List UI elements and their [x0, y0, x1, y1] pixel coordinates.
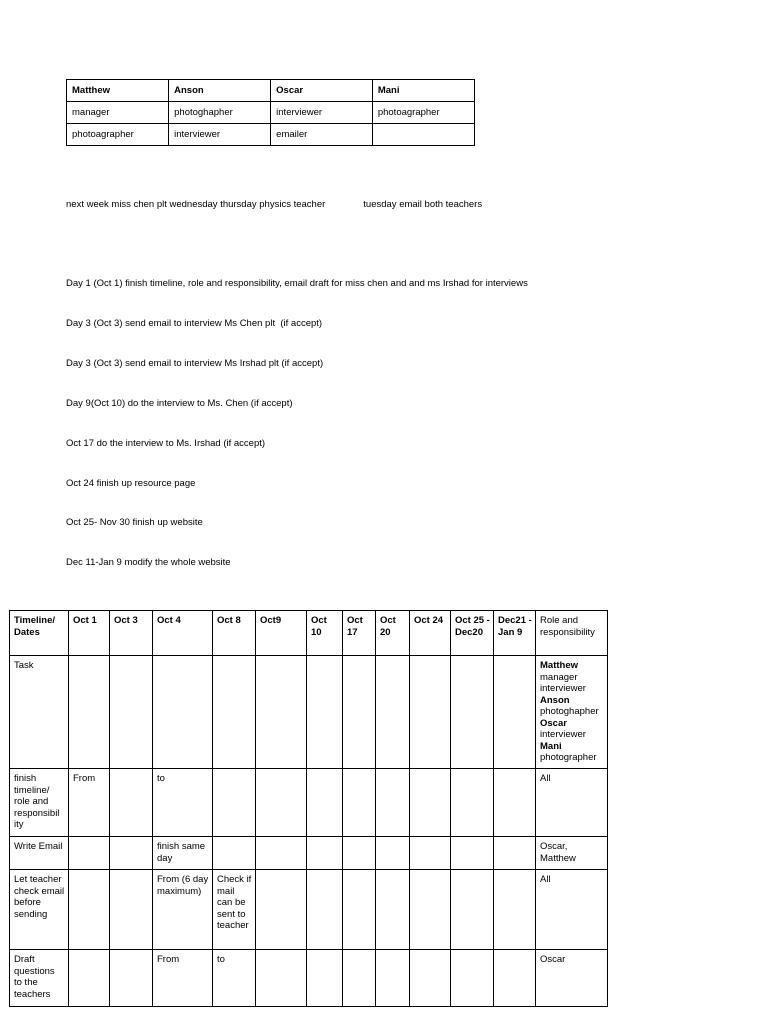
roles-cell: interviewer: [169, 124, 271, 146]
timeline-cell: From (6 day maximum): [153, 870, 213, 950]
roles-header-cell: Matthew: [67, 80, 169, 102]
timeline-cell: [376, 769, 410, 837]
timeline-cell: [110, 870, 153, 950]
schedule-line: Oct 24 finish up resource page: [66, 477, 196, 489]
role-name: Oscar: [540, 717, 567, 729]
timeline-cell: [213, 769, 256, 837]
timeline-header-cell: Oct 17: [343, 611, 376, 656]
timeline-cell: [343, 870, 376, 950]
timeline-cell: [110, 950, 153, 1007]
timeline-cell: [307, 837, 343, 870]
roles-cell: photoagrapher: [372, 102, 474, 124]
roles-cell: manager: [67, 102, 169, 124]
schedule-line: Day 3 (Oct 3) send email to interview Ms Irshad plt (if accept): [66, 357, 324, 369]
timeline-row: [10, 870, 608, 950]
timeline-cell: Draft questions to the teachers: [10, 950, 69, 1007]
timeline-row: [10, 837, 608, 870]
timeline-cell: [307, 870, 343, 950]
timeline-cell: to: [153, 769, 213, 837]
timeline-cell: [256, 870, 307, 950]
notes-block: [66, 171, 528, 583]
timeline-header-cell: Oct 24: [410, 611, 451, 656]
role-name: Anson: [540, 694, 570, 706]
timeline-header-row: [10, 611, 608, 656]
timeline-header-cell: Role and responsibility: [536, 611, 608, 656]
timeline-header-cell: Oct 10: [307, 611, 343, 656]
schedule-line: Oct 25- Nov 30 finish up website: [66, 517, 203, 529]
roles-header-row: [67, 80, 475, 102]
timeline-cell: [451, 769, 494, 837]
schedule-line: Day 1 (Oct 1) finish timeline, role and responsibility, email draft for miss chen and and ms Irshad for interviews: [66, 278, 528, 290]
timeline-cell: [410, 769, 451, 837]
timeline-cell: [451, 837, 494, 870]
timeline-cell: [376, 837, 410, 870]
timeline-cell: [451, 950, 494, 1007]
timeline-header-cell: Timeline/ Dates: [10, 611, 69, 656]
roles-cell: [372, 124, 474, 146]
timeline-header-cell: Oct9: [256, 611, 307, 656]
timeline-task-row: [10, 656, 608, 769]
timeline-cell: [213, 837, 256, 870]
timeline-cell: [256, 837, 307, 870]
timeline-cell: [307, 769, 343, 837]
role-desc: interviewer: [540, 729, 586, 740]
timeline-cell: [343, 837, 376, 870]
timeline-cell: [256, 950, 307, 1007]
timeline-cell: [494, 950, 536, 1007]
roles-header-cell: Mani: [372, 80, 474, 102]
timeline-table: [9, 610, 608, 1007]
roles-row: [67, 124, 475, 146]
roles-table: [66, 79, 475, 146]
timeline-cell: [343, 769, 376, 837]
role-desc: photoghapher: [540, 706, 599, 717]
roles-header-cell: Anson: [169, 80, 271, 102]
timeline-cell: finish timeline/ role and responsibil ity: [10, 769, 69, 837]
role-name: Matthew: [540, 660, 578, 671]
timeline-cell: Check if mail can be sent to teacher: [213, 870, 256, 950]
timeline-cell: [410, 950, 451, 1007]
timeline-cell: [307, 950, 343, 1007]
timeline-row: [10, 769, 608, 837]
timeline-cell: Write Email: [10, 837, 69, 870]
timeline-cell: Let teacher check email before sending: [10, 870, 69, 950]
timeline-cell: [410, 870, 451, 950]
timeline-header-cell: Dec21 -Jan 9: [494, 611, 536, 656]
role-assignments: [536, 656, 608, 769]
timeline-cell: [451, 870, 494, 950]
timeline-cell: to: [213, 950, 256, 1007]
timeline-cell: [69, 870, 110, 950]
timeline-cell: From: [153, 950, 213, 1007]
timeline-cell: [343, 950, 376, 1007]
schedule-line: Oct 17 do the interview to Ms. Irshad (if accept): [66, 437, 266, 449]
timeline-cell: [69, 950, 110, 1007]
timeline-header-cell: Oct 1: [69, 611, 110, 656]
timeline-cell: Oscar, Matthew: [536, 837, 608, 870]
notes-right: tuesday email both teachers: [363, 198, 483, 210]
timeline-header-cell: Oct 4: [153, 611, 213, 656]
timeline-cell: All: [536, 769, 608, 837]
timeline-cell: [110, 837, 153, 870]
task-label: Task: [10, 656, 69, 769]
schedule-line: Day 3 (Oct 3) send email to interview Ms Chen plt (if accept): [66, 317, 323, 329]
timeline-cell: [256, 769, 307, 837]
notes-line: [66, 198, 528, 211]
role-name: Mani: [540, 740, 562, 752]
role-desc: photographer: [540, 752, 597, 763]
roles-cell: photoagrapher: [67, 124, 169, 146]
timeline-cell: [110, 769, 153, 837]
timeline-cell: [494, 870, 536, 950]
roles-cell: photoghapher: [169, 102, 271, 124]
timeline-cell: [494, 769, 536, 837]
timeline-cell: [376, 870, 410, 950]
roles-cell: emailer: [271, 124, 373, 146]
timeline-header-cell: Oct 3: [110, 611, 153, 656]
timeline-header-cell: Oct 8: [213, 611, 256, 656]
roles-header-cell: Oscar: [271, 80, 373, 102]
notes-left: next week miss chen plt wednesday thursday physics teacher: [66, 198, 326, 210]
roles-row: [67, 102, 475, 124]
timeline-cell: All: [536, 870, 608, 950]
timeline-cell: [494, 837, 536, 870]
timeline-cell: finish same day: [153, 837, 213, 870]
timeline-cell: From: [69, 769, 110, 837]
timeline-cell: [69, 837, 110, 870]
role-desc: manager interviewer: [540, 671, 586, 694]
roles-cell: interviewer: [271, 102, 373, 124]
schedule-line: Day 9(Oct 10) do the interview to Ms. Chen (if accept): [66, 397, 293, 409]
timeline-cell: Oscar: [536, 950, 608, 1007]
timeline-cell: [410, 837, 451, 870]
timeline-row: [10, 950, 608, 1007]
timeline-header-cell: Oct 20: [376, 611, 410, 656]
timeline-header-cell: Oct 25 - Dec20: [451, 611, 494, 656]
timeline-cell: [376, 950, 410, 1007]
schedule-line: Dec 11-Jan 9 modify the whole website: [66, 557, 231, 569]
